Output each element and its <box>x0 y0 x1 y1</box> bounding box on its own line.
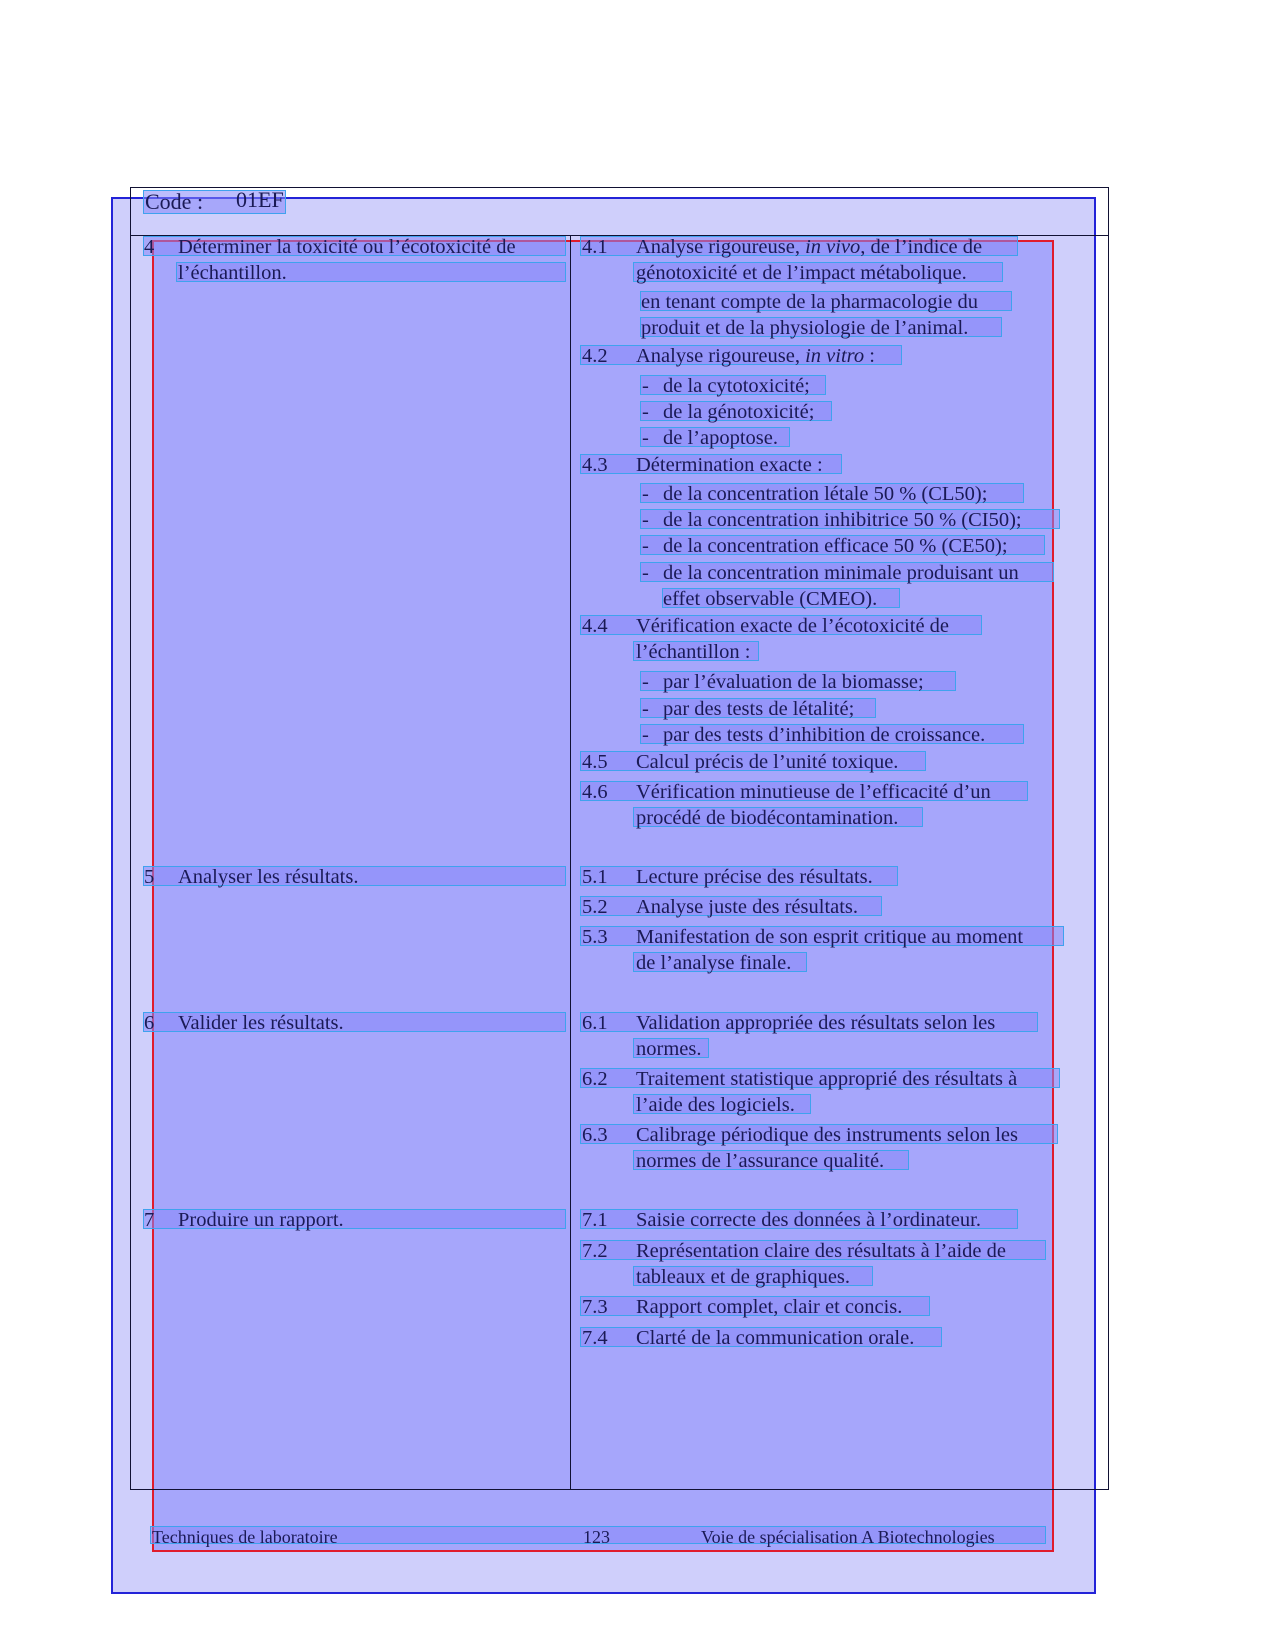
criterion-6-3-text-2: normes de l’assurance qualité. <box>636 1150 885 1172</box>
competency-5-label: Analyser les résultats. <box>178 866 359 888</box>
criterion-6-2-number: 6.2 <box>582 1068 608 1090</box>
criterion-4-1-sub-1: en tenant compte de la pharmacologie du <box>641 291 978 313</box>
criterion-5-2-number: 5.2 <box>582 896 608 918</box>
criterion-4-2-bullet-1: de la cytotoxicité; <box>663 375 810 397</box>
column-divider <box>570 235 571 1490</box>
competency-5-number: 5 <box>144 866 155 888</box>
criterion-5-1-number: 5.1 <box>582 866 608 888</box>
criterion-4-2-bullet-2: de la génotoxicité; <box>663 401 815 423</box>
bullet-marker: - <box>642 535 649 557</box>
criterion-4-2-bullet-3: de l’apoptose. <box>663 427 778 449</box>
criterion-4-3-bullet-4: de la concentration minimale produisant un <box>663 562 1019 584</box>
criterion-4-5-text: Calcul précis de l’unité toxique. <box>636 751 899 773</box>
bullet-marker: - <box>642 509 649 531</box>
criterion-7-1-number: 7.1 <box>582 1209 608 1231</box>
criterion-4-3-number: 4.3 <box>582 454 608 476</box>
criterion-7-1-text: Saisie correcte des données à l’ordinateur. <box>636 1209 981 1231</box>
criterion-4-6-text: Vérification minutieuse de l’efficacité d’un <box>636 781 991 803</box>
criterion-7-3-text: Rapport complet, clair et concis. <box>636 1296 903 1318</box>
criterion-4-3-text: Détermination exacte : <box>636 454 823 476</box>
criterion-5-3-text: Manifestation de son esprit critique au moment <box>636 926 1024 948</box>
criterion-4-6-number: 4.6 <box>582 781 608 803</box>
competency-4-number: 4 <box>144 236 155 258</box>
footer-program: Techniques de laboratoire <box>152 1527 338 1547</box>
criterion-7-2-text: Représentation claire des résultats à l’aide de <box>636 1240 1006 1262</box>
criterion-7-2-text-2: tableaux et de graphiques. <box>636 1266 851 1288</box>
criterion-6-3-text: Calibrage périodique des instruments selon les <box>636 1124 1019 1146</box>
criterion-4-3-bullet-2: de la concentration inhibitrice 50 % (CI50); <box>663 509 1022 531</box>
criterion-6-1-number: 6.1 <box>582 1012 608 1034</box>
footer-specialization: Voie de spécialisation A Biotechnologies <box>701 1527 995 1547</box>
criterion-6-3-number: 6.3 <box>582 1124 608 1146</box>
criterion-4-4-text-2: l’échantillon : <box>636 641 751 663</box>
criterion-5-3-number: 5.3 <box>582 926 608 948</box>
competency-6-number: 6 <box>144 1012 155 1034</box>
criterion-6-1-text: Validation appropriée des résultats selon les <box>636 1012 996 1034</box>
criterion-4-4-text: Vérification exacte de l’écotoxicité de <box>636 615 950 637</box>
criterion-4-1-number: 4.1 <box>582 236 608 258</box>
criterion-4-4-bullet-2: par des tests de létalité; <box>663 698 855 720</box>
competency-6-label: Valider les résultats. <box>178 1012 344 1034</box>
bullet-marker: - <box>642 375 649 397</box>
criterion-5-1-text: Lecture précise des résultats. <box>636 866 873 888</box>
criterion-4-1-sub-2: produit et de la physiologie de l’animal. <box>641 317 969 339</box>
bullet-marker: - <box>642 483 649 505</box>
bullet-marker: - <box>642 724 649 746</box>
criterion-7-4-number: 7.4 <box>582 1327 608 1349</box>
competency-4-label-2: l’échantillon. <box>178 262 287 284</box>
criterion-5-3-text-2: de l’analyse finale. <box>636 952 792 974</box>
criterion-4-4-bullet-1: par l’évaluation de la biomasse; <box>663 671 924 693</box>
criterion-4-3-bullet-1: de la concentration létale 50 % (CL50); <box>663 483 988 505</box>
criterion-4-1-text-2: génotoxicité et de l’impact métabolique. <box>636 262 967 284</box>
bullet-marker: - <box>642 671 649 693</box>
competency-4-label: Déterminer la toxicité ou l’écotoxicité de <box>178 236 516 258</box>
criterion-6-2-text: Traitement statistique approprié des résultats à <box>636 1068 1018 1090</box>
criterion-4-4-bullet-3: par des tests d’inhibition de croissance. <box>663 724 986 746</box>
competency-7-label: Produire un rapport. <box>178 1209 344 1231</box>
criterion-4-2-number: 4.2 <box>582 345 608 367</box>
criterion-4-5-number: 4.5 <box>582 751 608 773</box>
criterion-4-4-number: 4.4 <box>582 615 608 637</box>
criterion-7-2-number: 7.2 <box>582 1240 608 1262</box>
bullet-marker: - <box>642 427 649 449</box>
bullet-marker: - <box>642 562 649 584</box>
table-frame <box>130 187 1109 1490</box>
criterion-5-2-text: Analyse juste des résultats. <box>636 896 859 918</box>
criterion-4-3-bullet-3: de la concentration efficace 50 % (CE50); <box>663 535 1008 557</box>
criterion-4-1-text: Analyse rigoureuse, in vivo, de l’indice de <box>636 236 983 258</box>
criterion-7-3-number: 7.3 <box>582 1296 608 1318</box>
criterion-7-4-text: Clarté de la communication orale. <box>636 1327 915 1349</box>
code-value: 01EF <box>236 187 284 212</box>
bullet-marker: - <box>642 698 649 720</box>
criterion-6-2-text-2: l’aide des logiciels. <box>636 1094 795 1116</box>
competency-7-number: 7 <box>144 1209 155 1231</box>
criterion-4-3-bullet-4-cont: effet observable (CMEO). <box>663 588 878 610</box>
criterion-6-1-text-2: normes. <box>636 1038 702 1060</box>
footer-page-number: 123 <box>583 1527 610 1547</box>
code-label: Code : <box>145 189 204 214</box>
criterion-4-2-text: Analyse rigoureuse, in vitro : <box>636 345 875 367</box>
criterion-4-6-text-2: procédé de biodécontamination. <box>636 807 899 829</box>
bullet-marker: - <box>642 401 649 423</box>
